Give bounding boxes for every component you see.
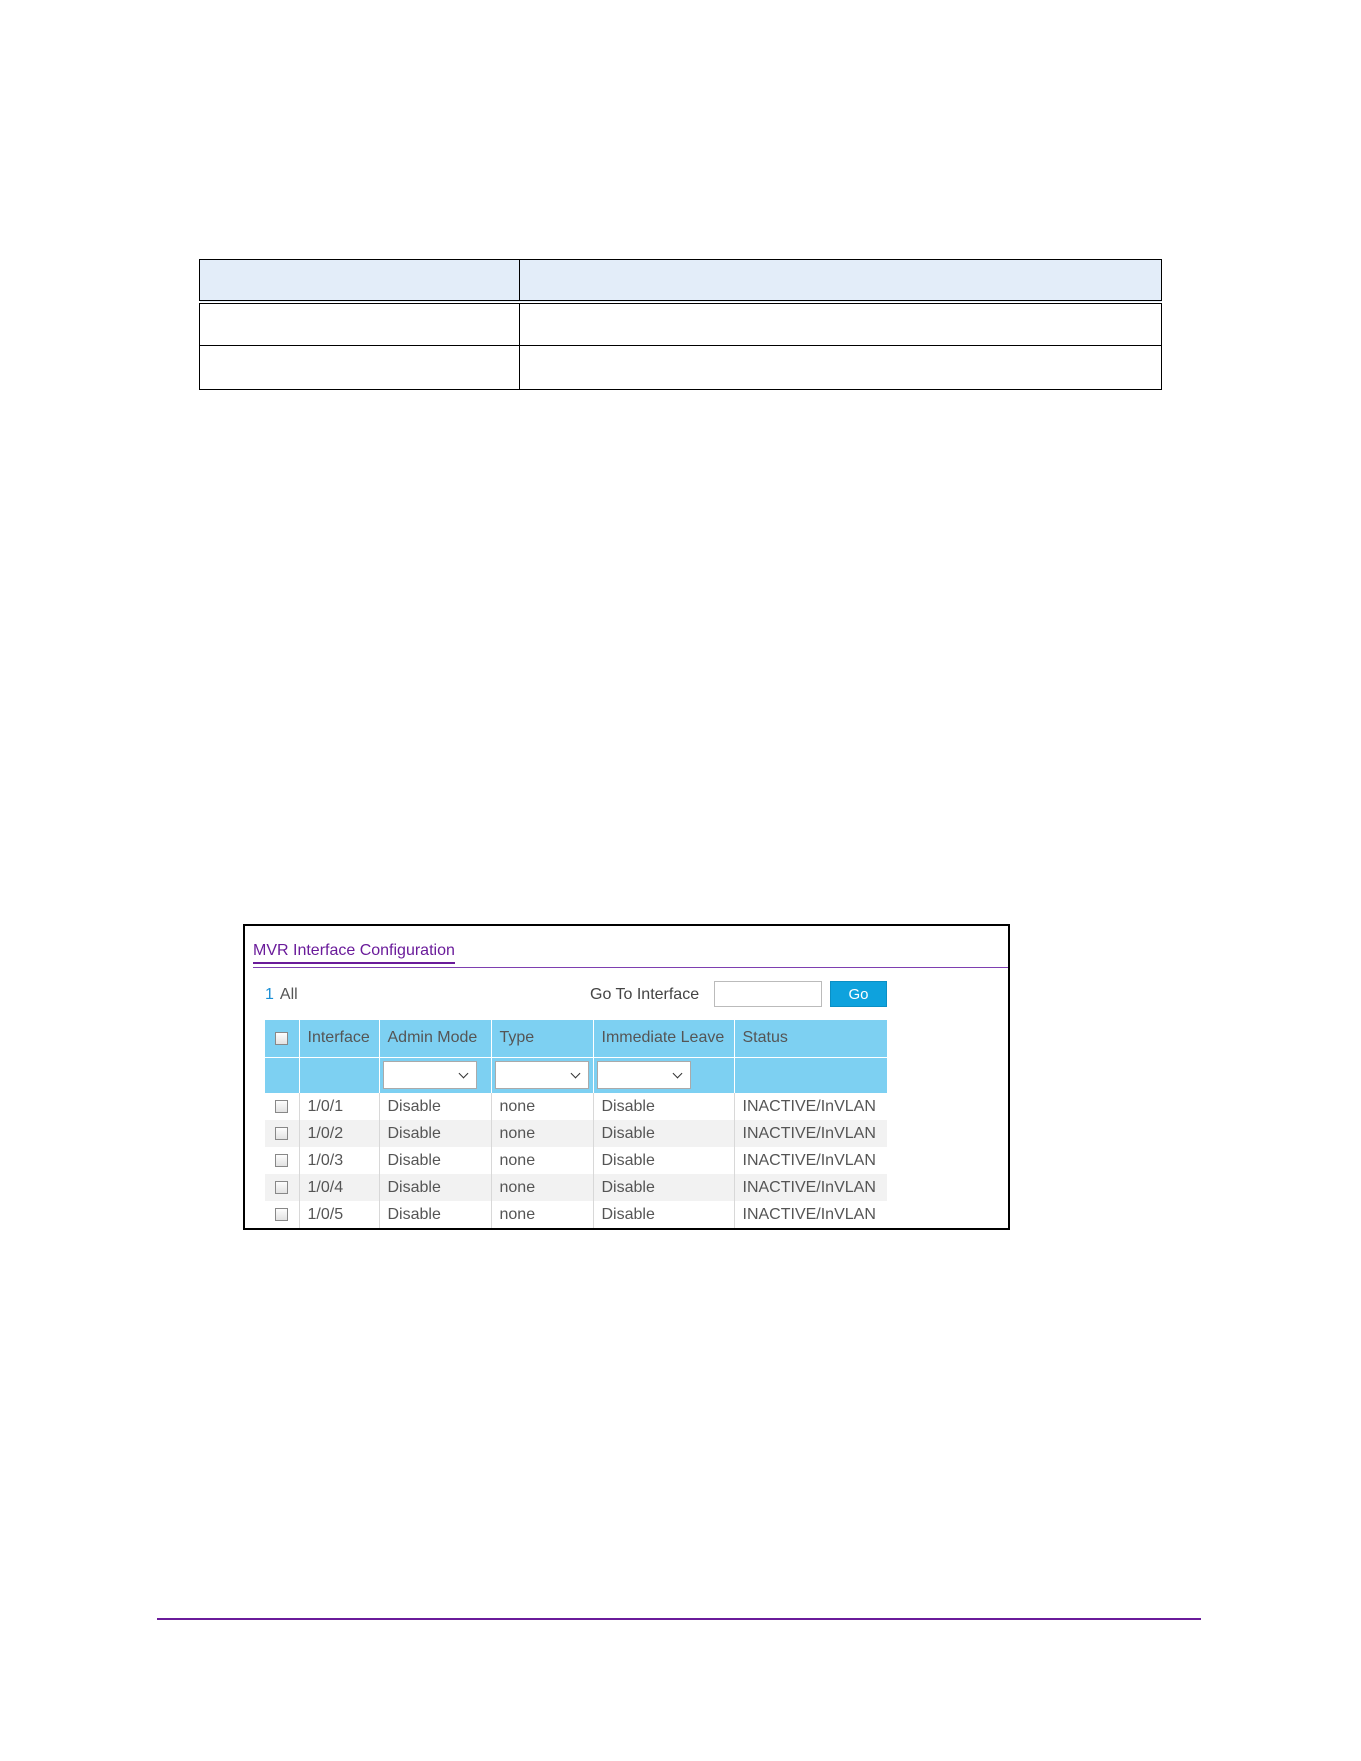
filter-cell xyxy=(265,1057,299,1093)
table-row xyxy=(265,1147,887,1174)
row-checkbox[interactable] xyxy=(275,1181,288,1194)
filter-cell xyxy=(734,1057,887,1093)
reference-cell xyxy=(200,346,520,390)
status-cell: INACTIVE/InVLAN xyxy=(742,1124,876,1142)
status-cell: INACTIVE/InVLAN xyxy=(742,1097,876,1115)
go-button[interactable]: Go xyxy=(830,981,887,1007)
admin-mode-cell: Disable xyxy=(379,1093,491,1120)
filter-cell xyxy=(593,1057,734,1093)
interface-cell: 1/0/4 xyxy=(299,1174,379,1201)
row-checkbox[interactable] xyxy=(275,1154,288,1167)
table-row xyxy=(265,1174,887,1201)
type-cell: none xyxy=(491,1174,593,1201)
immediate-leave-cell: Disable xyxy=(593,1174,734,1201)
admin-mode-select[interactable] xyxy=(383,1061,477,1089)
reference-table-header xyxy=(200,260,1162,302)
row-checkbox[interactable] xyxy=(275,1127,288,1140)
table-row xyxy=(265,1093,887,1120)
chevron-down-icon xyxy=(458,1069,468,1079)
page-link-1[interactable]: 1 xyxy=(265,986,274,1003)
row-checkbox[interactable] xyxy=(275,1208,288,1221)
admin-mode-cell: Disable xyxy=(379,1201,491,1228)
chevron-down-icon xyxy=(672,1069,682,1079)
column-header-status[interactable]: Status xyxy=(734,1020,887,1057)
reference-table-row xyxy=(200,346,1162,390)
row-select-cell xyxy=(265,1120,299,1147)
immediate-leave-cell: Disable xyxy=(593,1201,734,1228)
panel-title: MVR Interface Configuration xyxy=(253,942,455,964)
reference-cell xyxy=(520,302,1162,346)
type-cell: none xyxy=(491,1093,593,1120)
interface-cell: 1/0/3 xyxy=(299,1147,379,1174)
type-select[interactable] xyxy=(495,1061,589,1089)
reference-cell xyxy=(200,302,520,346)
table-row xyxy=(265,1201,887,1228)
column-header-immediate-leave[interactable]: Immediate Leave xyxy=(593,1020,734,1057)
interface-cell: 1/0/2 xyxy=(299,1120,379,1147)
row-select-cell xyxy=(265,1093,299,1120)
filter-cell xyxy=(299,1057,379,1093)
type-cell: none xyxy=(491,1120,593,1147)
status-cell: INACTIVE/InVLAN xyxy=(742,1151,876,1169)
immediate-leave-select[interactable] xyxy=(597,1061,691,1089)
table-header-row xyxy=(265,1020,887,1057)
goto-interface-label: Go To Interface xyxy=(590,986,700,1003)
reference-header-cell xyxy=(200,260,520,302)
immediate-leave-cell: Disable xyxy=(593,1120,734,1147)
interface-cell: 1/0/5 xyxy=(299,1201,379,1228)
immediate-leave-cell: Disable xyxy=(593,1093,734,1120)
admin-mode-cell: Disable xyxy=(379,1174,491,1201)
page-link-all[interactable]: All xyxy=(279,986,298,1003)
immediate-leave-cell: Disable xyxy=(593,1147,734,1174)
title-divider xyxy=(253,967,1008,968)
goto-interface-input[interactable] xyxy=(714,981,822,1007)
pager xyxy=(265,986,298,1004)
reference-header-cell xyxy=(520,260,1162,302)
chevron-down-icon xyxy=(570,1069,580,1079)
filter-cell xyxy=(379,1057,491,1093)
row-select-cell xyxy=(265,1201,299,1228)
column-header-type[interactable]: Type xyxy=(491,1020,593,1057)
interface-table xyxy=(265,1020,888,1228)
admin-mode-cell: Disable xyxy=(379,1120,491,1147)
interface-cell: 1/0/1 xyxy=(299,1093,379,1120)
status-cell: INACTIVE/InVLAN xyxy=(742,1178,876,1196)
type-cell: none xyxy=(491,1201,593,1228)
row-checkbox[interactable] xyxy=(275,1100,288,1113)
column-header-interface[interactable]: Interface xyxy=(299,1020,379,1057)
reference-cell xyxy=(520,346,1162,390)
filter-cell xyxy=(491,1057,593,1093)
row-select-cell xyxy=(265,1147,299,1174)
table-row xyxy=(265,1120,887,1147)
column-header-admin-mode[interactable]: Admin Mode xyxy=(379,1020,491,1057)
status-cell: INACTIVE/InVLAN xyxy=(742,1205,876,1223)
row-select-cell xyxy=(265,1174,299,1201)
type-cell: none xyxy=(491,1147,593,1174)
mvr-interface-panel xyxy=(243,924,1010,1230)
filter-row xyxy=(265,1057,887,1093)
reference-table xyxy=(199,259,1162,390)
footer-divider xyxy=(157,1618,1201,1620)
select-all-cell xyxy=(265,1020,299,1057)
select-all-checkbox[interactable] xyxy=(275,1032,288,1045)
reference-table-row xyxy=(200,302,1162,346)
admin-mode-cell: Disable xyxy=(379,1147,491,1174)
